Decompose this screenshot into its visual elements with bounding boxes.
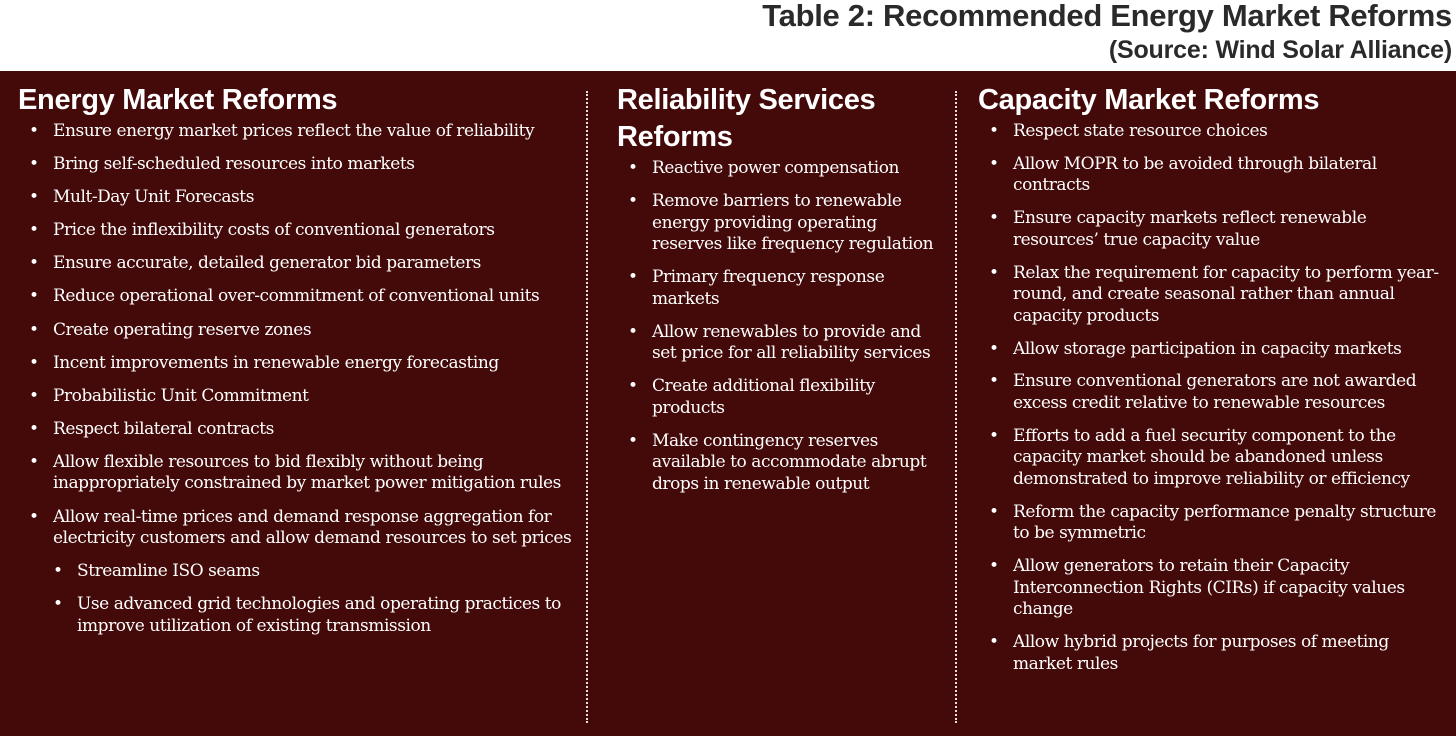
reliability-services-reforms-column <box>617 71 937 736</box>
list-item: • Remove barriers to renewable energy providing operating reserves like frequency regulation <box>617 191 937 256</box>
list-item: • Allow hybrid projects for purposes of meeting market rules <box>978 632 1448 675</box>
list-item: • Respect bilateral contracts <box>18 419 580 441</box>
reliability-services-reforms-list <box>617 158 937 495</box>
sub-list-item: • Streamline ISO seams <box>18 561 580 583</box>
list-item: • Ensure accurate, detailed generator bid parameters <box>18 253 580 275</box>
list-item: • Reform the capacity performance penalty structure to be symmetric <box>978 502 1448 545</box>
energy-market-reforms-column <box>18 71 580 736</box>
table-header <box>0 0 1456 71</box>
list-item: • Allow real-time prices and demand response aggregation for electricity customers and allow demand resources to set prices <box>18 507 580 550</box>
reforms-panel <box>0 71 1456 736</box>
list-item: • Create additional flexibility products <box>617 376 937 419</box>
sub-list-item: • Use advanced grid technologies and operating practices to improve utilization of existing transmission <box>18 594 580 637</box>
table-source: (Source: Wind Solar Alliance) <box>1108 36 1452 64</box>
list-item: • Allow renewables to provide and set price for all reliability services <box>617 322 937 365</box>
energy-market-reforms-list <box>18 121 580 637</box>
list-item: • Efforts to add a fuel security component to the capacity market should be abandoned unless demonstrated to improve reliability or efficiency <box>978 426 1448 491</box>
list-item: • Allow MOPR to be avoided through bilateral contracts <box>978 154 1448 197</box>
list-item: • Primary frequency response markets <box>617 267 937 310</box>
list-item: • Price the inflexibility costs of conventional generators <box>18 220 580 242</box>
capacity-market-reforms-list <box>978 121 1448 675</box>
list-item: • Make contingency reserves available to accommodate abrupt drops in renewable output <box>617 431 937 496</box>
column-divider <box>586 91 588 723</box>
list-item: • Bring self-scheduled resources into markets <box>18 154 580 176</box>
list-item: • Allow storage participation in capacity markets <box>978 339 1448 361</box>
column-heading-capacity-market: Capacity Market Reforms <box>978 84 1320 116</box>
list-item: • Mult-Day Unit Forecasts <box>18 187 580 209</box>
list-item: • Ensure energy market prices reflect the value of reliability <box>18 121 580 143</box>
list-item: • Respect state resource choices <box>978 121 1448 143</box>
list-item: • Ensure capacity markets reflect renewable resources’ true capacity value <box>978 208 1448 251</box>
column-heading-energy-market: Energy Market Reforms <box>18 84 338 116</box>
list-item: • Incent improvements in renewable energy forecasting <box>18 353 580 375</box>
list-item: • Reduce operational over-commitment of conventional units <box>18 286 580 308</box>
table-title: Table 2: Recommended Energy Market Reforms <box>762 0 1452 33</box>
list-item: • Allow generators to retain their Capacity Interconnection Rights (CIRs) if capacity values change <box>978 556 1448 621</box>
list-item: • Relax the requirement for capacity to perform year-round, and create seasonal rather than annual capacity products <box>978 263 1448 328</box>
list-item: • Ensure conventional generators are not awarded excess credit relative to renewable resources <box>978 371 1448 414</box>
list-item: • Create operating reserve zones <box>18 320 580 342</box>
list-item: • Reactive power compensation <box>617 158 937 180</box>
column-divider <box>955 91 957 723</box>
column-heading-reliability-services: Reliability Services Reforms <box>617 84 876 153</box>
list-item: • Probabilistic Unit Commitment <box>18 386 580 408</box>
list-item: • Allow flexible resources to bid flexibly without being inappropriately constrained by market power mitigation rules <box>18 452 580 495</box>
capacity-market-reforms-column <box>978 71 1448 736</box>
